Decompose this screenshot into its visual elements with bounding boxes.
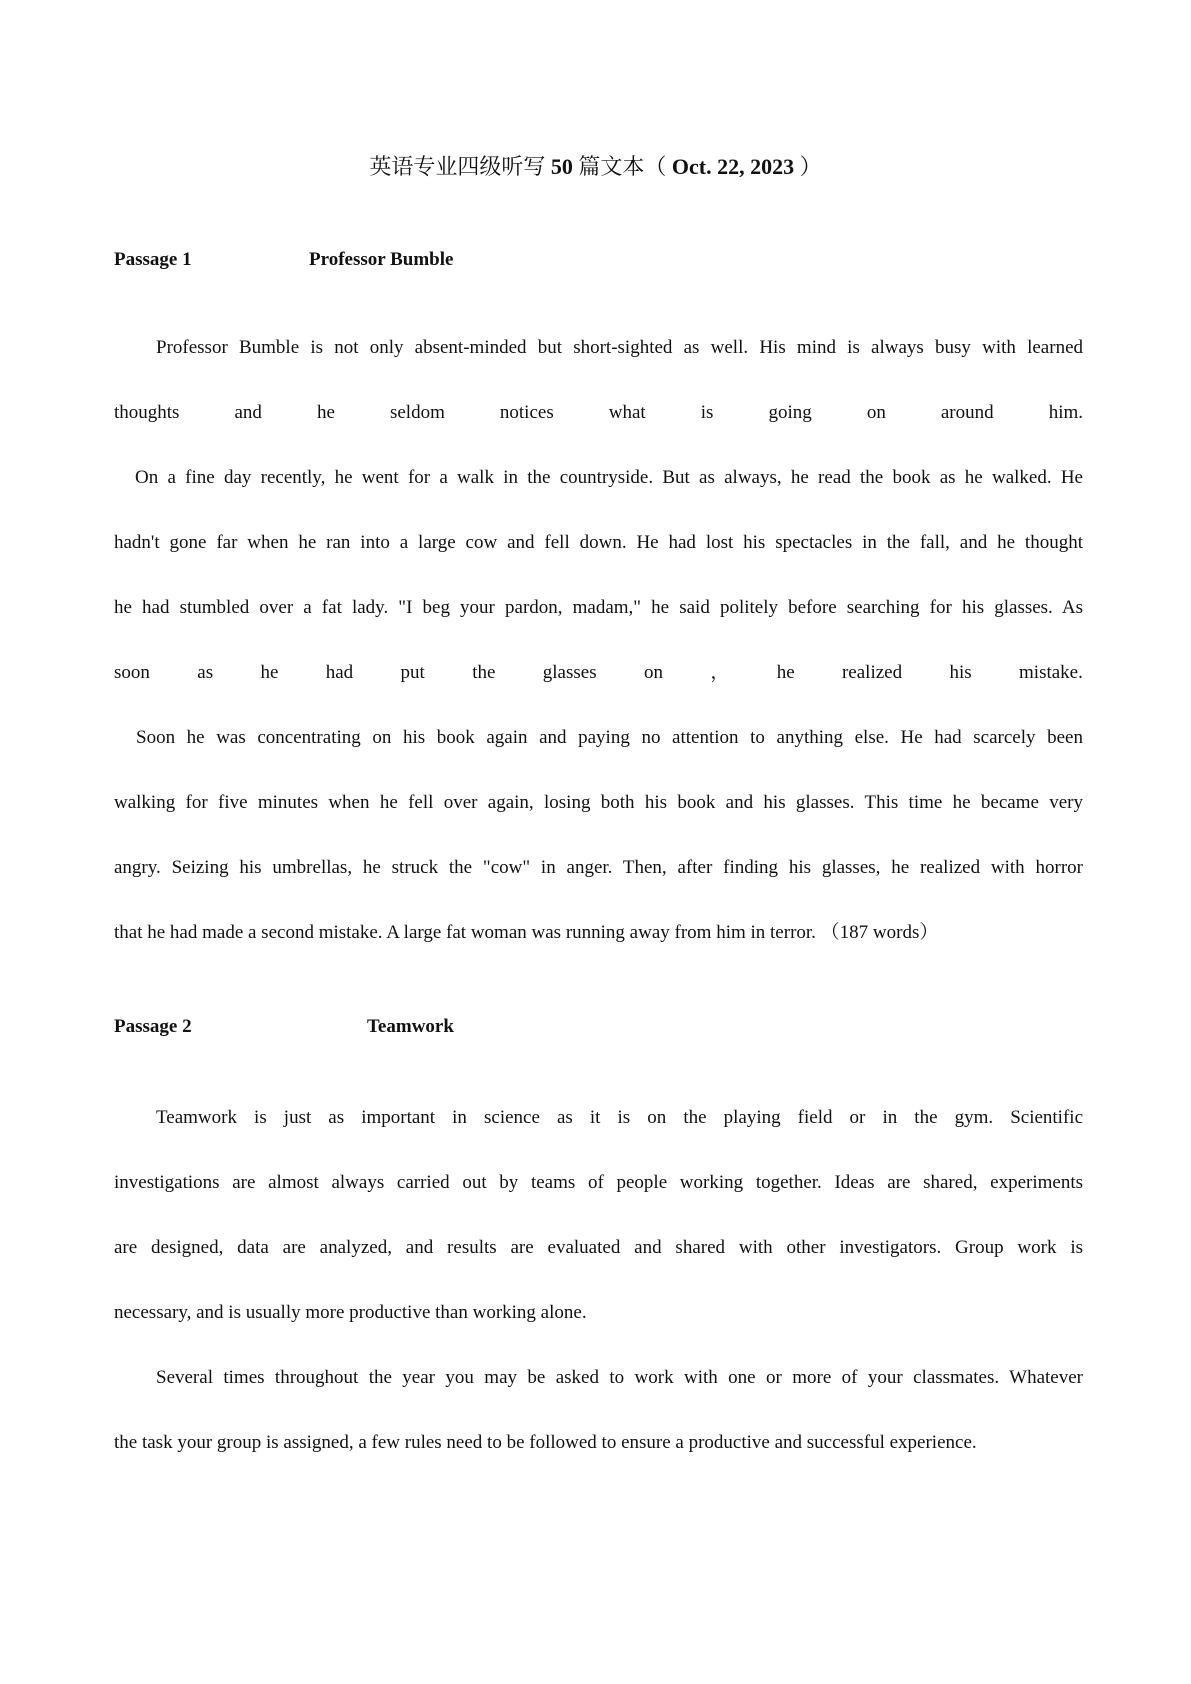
passage-1-line: hadn't gone far when he ran into a large cow and fell down. He had lost his spectacles in the fall, and he thought [114, 532, 1083, 553]
spread-word: going [768, 402, 812, 423]
spread-word: his [949, 662, 972, 683]
spread-word: the [472, 662, 496, 683]
passage-1-line: Soon he was concentrating on his book again and paying no attention to anything else. He had scarcely been [136, 727, 1083, 748]
title-cn-prefix: 英语专业四级听写 [369, 154, 546, 179]
passage-1-line: On a fine day recently, he went for a walk in the countryside. But as always, he read the book as he walked. He [135, 467, 1083, 488]
passage-1-title: Professor Bumble [309, 249, 454, 270]
passage-1-line: Professor Bumble is not only absent-minded but short-sighted as well. His mind is always busy with learned [156, 337, 1083, 358]
spread-word: glasses [542, 662, 597, 683]
spread-word: notices [499, 402, 554, 423]
spread-word: realized [841, 662, 903, 683]
passage-1-line: he had stumbled over a fat lady. "I beg your pardon, madam," he said politely before searching for his glasses. As [114, 597, 1083, 618]
spread-word: on [643, 662, 663, 683]
document-title [0, 152, 1191, 182]
spread-word: as [197, 662, 214, 683]
passage-1-heading [114, 247, 514, 273]
passage-1-spread-line [114, 660, 1083, 686]
spread-word: mistake. [1019, 662, 1083, 683]
passage-1-spread-line [114, 400, 1083, 426]
spread-word: ， [710, 662, 730, 683]
passage-2-line: Several times throughout the year you may be asked to work with one or more of your classmates. Whatever [156, 1367, 1083, 1388]
spread-word: around [940, 402, 994, 423]
spread-word: thoughts [114, 402, 180, 423]
spread-word: seldom [389, 402, 445, 423]
title-date: Oct. 22, 2023 [671, 154, 795, 179]
passage-2-label: Passage 2 [114, 1016, 192, 1037]
spread-word: he [316, 402, 335, 423]
spread-word: on [866, 402, 886, 423]
title-cn-mid: 篇文本（ [578, 154, 667, 179]
passage-2-heading [114, 1014, 514, 1040]
spread-word: him. [1048, 402, 1083, 423]
spread-word: he [260, 662, 279, 683]
passage-1-line: walking for five minutes when he fell over again, losing both his book and his glasses. This time he became very [114, 792, 1083, 813]
passage-1-line: angry. Seizing his umbrellas, he struck the "cow" in anger. Then, after finding his glasses, he realized with horror [114, 857, 1083, 878]
passage-2-title: Teamwork [367, 1016, 454, 1037]
passage-2-line: are designed, data are analyzed, and results are evaluated and shared with other investigators. Group work is [114, 1237, 1083, 1258]
title-close: ） [799, 154, 822, 179]
passage-2-line: Teamwork is just as important in science as it is on the playing field or in the gym. Scientific [156, 1107, 1083, 1128]
spread-word: and [234, 402, 262, 423]
passage-2-line: necessary, and is usually more productive than working alone. [114, 1302, 587, 1323]
spread-word: he [776, 662, 795, 683]
passage-2-line: the task your group is assigned, a few rules need to be followed to ensure a productive and successful experience. [114, 1432, 977, 1453]
passage-2-line: investigations are almost always carried out by teams of people working together. Ideas are shared, experiments [114, 1172, 1083, 1193]
spread-word: is [700, 402, 714, 423]
spread-word: soon [114, 662, 150, 683]
passage-1-line: that he had made a second mistake. A large fat woman was running away from him in terror. （187 words） [114, 922, 939, 943]
title-number: 50 [550, 154, 573, 179]
spread-word: had [325, 662, 354, 683]
passage-1-label: Passage 1 [114, 249, 192, 270]
spread-word: what [608, 402, 646, 423]
spread-word: put [400, 662, 425, 683]
